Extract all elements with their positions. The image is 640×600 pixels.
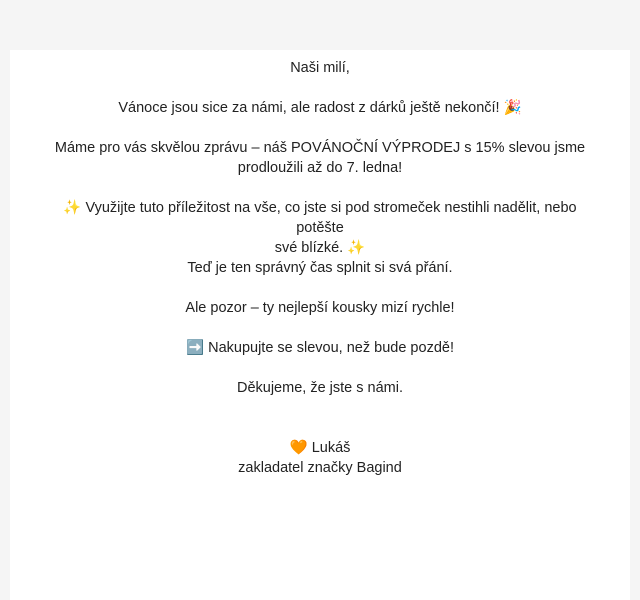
paragraph-christmas — [40, 98, 600, 118]
email-body — [40, 50, 600, 478]
party-popper-icon: 🎉 — [503, 100, 522, 116]
sparkles-icon: ✨ — [347, 240, 366, 256]
paragraph-sale-line-1: Máme pro vás skvělou zprávu – náš POVÁNOČNÍ VÝPRODEJ s 15% slevou jsme — [54, 140, 586, 156]
paragraph-opportunity-line-3: Teď je ten správný čas splnit si svá přání. — [187, 260, 453, 276]
arrow-right-icon: ➡️ — [186, 340, 205, 356]
paragraph-warning-text: Ale pozor – ty nejlepší kousky mizí rychle! — [185, 300, 455, 316]
email-card — [10, 50, 630, 600]
signature-spacer — [40, 418, 600, 438]
paragraph-sale-line-2: prodloužili až do 7. ledna! — [237, 160, 403, 176]
paragraph-christmas-text: Vánoce jsou sice za námi, ale radost z dárků ještě nekončí! — [118, 100, 500, 116]
greeting-text: Naši milí, — [290, 60, 350, 76]
signature — [40, 438, 600, 478]
paragraph-opportunity-text-2: své blízké. — [274, 240, 344, 256]
signature-title: zakladatel značky Bagind — [238, 460, 402, 476]
paragraph-thanks — [40, 378, 600, 398]
orange-heart-icon: 🧡 — [289, 440, 308, 456]
greeting — [40, 58, 600, 78]
paragraph-thanks-text: Děkujeme, že jste s námi. — [236, 380, 403, 396]
paragraph-sale — [40, 138, 600, 178]
paragraph-opportunity-text-1: Využijte tuto příležitost na vše, co jste si pod stromeček nestihli nadělit, nebo potěšte — [85, 200, 577, 236]
signature-name: Lukáš — [311, 440, 351, 456]
paragraph-warning — [40, 298, 600, 318]
paragraph-opportunity-line-1 — [40, 198, 600, 238]
paragraph-cta-text: Nakupujte se slevou, než bude pozdě! — [208, 340, 454, 356]
paragraph-opportunity-line-2 — [40, 238, 600, 258]
paragraph-opportunity — [40, 198, 600, 278]
paragraph-cta — [40, 338, 600, 358]
sparkles-icon: ✨ — [63, 200, 82, 216]
signature-name-line — [40, 438, 600, 458]
